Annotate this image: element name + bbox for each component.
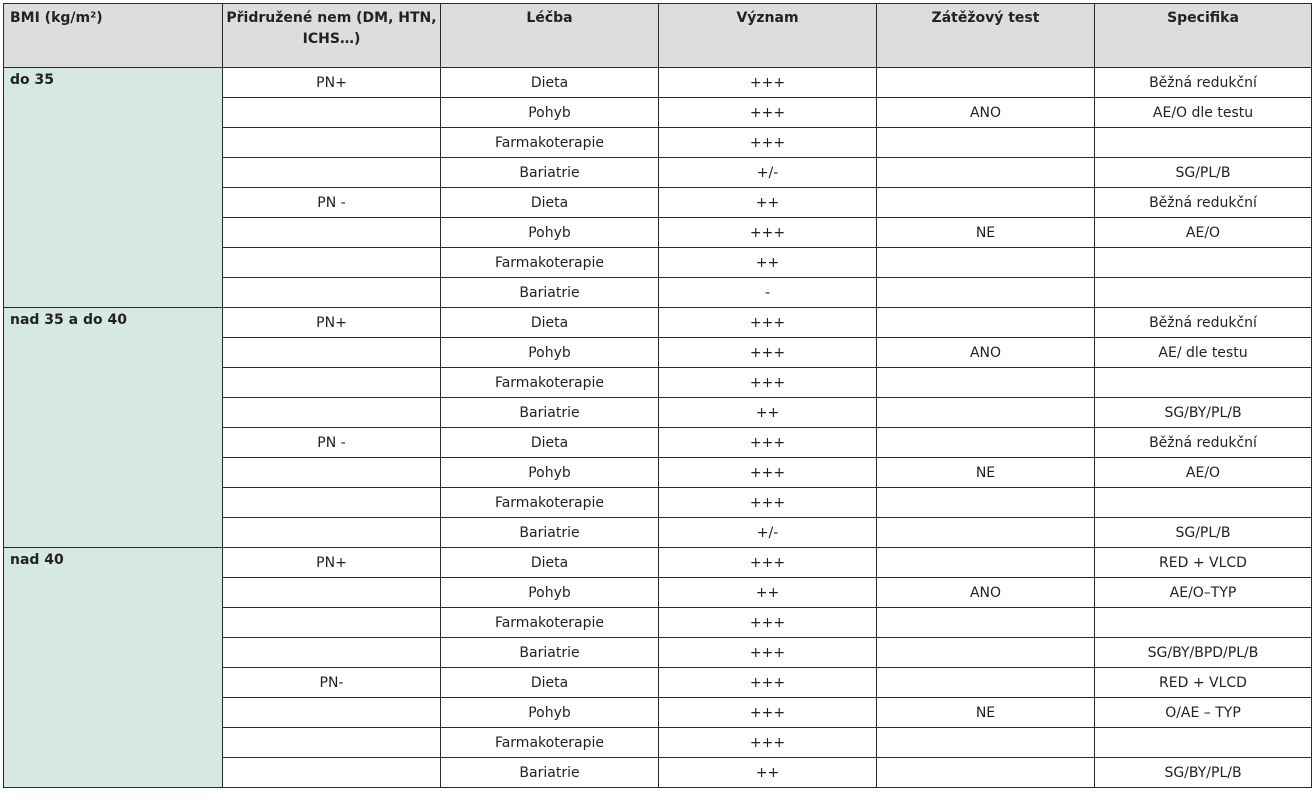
- cell-specifika: Běžná redukční: [1095, 428, 1312, 458]
- cell-test: [877, 368, 1095, 398]
- cell-vyznam: +/-: [659, 158, 877, 188]
- cell-specifika: Běžná redukční: [1095, 68, 1312, 98]
- table-row: [4, 308, 1312, 338]
- cell-pn: [223, 278, 441, 308]
- cell-lecba: Bariatrie: [441, 518, 659, 548]
- cell-test: [877, 128, 1095, 158]
- cell-specifika: SG/PL/B: [1095, 518, 1312, 548]
- cell-vyznam: +++: [659, 428, 877, 458]
- cell-test: [877, 608, 1095, 638]
- cell-lecba: Pohyb: [441, 218, 659, 248]
- cell-specifika: SG/PL/B: [1095, 158, 1312, 188]
- cell-test: NE: [877, 218, 1095, 248]
- cell-lecba: Bariatrie: [441, 158, 659, 188]
- cell-specifika: AE/ dle testu: [1095, 338, 1312, 368]
- cell-test: [877, 728, 1095, 758]
- cell-lecba: Farmakoterapie: [441, 728, 659, 758]
- cell-pn: [223, 638, 441, 668]
- cell-test: ANO: [877, 338, 1095, 368]
- cell-lecba: Pohyb: [441, 458, 659, 488]
- cell-test: NE: [877, 458, 1095, 488]
- cell-specifika: [1095, 488, 1312, 518]
- cell-vyznam: +++: [659, 98, 877, 128]
- cell-test: [877, 158, 1095, 188]
- table-row: [4, 68, 1312, 98]
- cell-vyznam: +++: [659, 638, 877, 668]
- cell-specifika: SG/BY/PL/B: [1095, 398, 1312, 428]
- cell-specifika: Běžná redukční: [1095, 188, 1312, 218]
- cell-specifika: RED + VLCD: [1095, 548, 1312, 578]
- cell-test: [877, 278, 1095, 308]
- cell-lecba: Farmakoterapie: [441, 128, 659, 158]
- cell-pn: PN+: [223, 308, 441, 338]
- cell-test: [877, 248, 1095, 278]
- cell-pn: [223, 248, 441, 278]
- cell-lecba: Pohyb: [441, 338, 659, 368]
- cell-lecba: Dieta: [441, 668, 659, 698]
- cell-pn: PN+: [223, 68, 441, 98]
- cell-test: [877, 668, 1095, 698]
- cell-vyznam: +++: [659, 68, 877, 98]
- header-lecba: Léčba: [441, 4, 659, 68]
- bmi-treatment-table: [3, 3, 1312, 788]
- header-row: [4, 4, 1312, 68]
- cell-pn: [223, 698, 441, 728]
- cell-specifika: SG/BY/BPD/PL/B: [1095, 638, 1312, 668]
- cell-lecba: Dieta: [441, 68, 659, 98]
- cell-pn: PN-: [223, 668, 441, 698]
- cell-vyznam: +++: [659, 368, 877, 398]
- cell-test: [877, 518, 1095, 548]
- cell-vyznam: +++: [659, 608, 877, 638]
- cell-lecba: Dieta: [441, 428, 659, 458]
- cell-pn: PN -: [223, 428, 441, 458]
- cell-pn: [223, 218, 441, 248]
- cell-test: ANO: [877, 98, 1095, 128]
- cell-pn: [223, 158, 441, 188]
- header-specifika: Specifika: [1095, 4, 1312, 68]
- header-test: Zátěžový test: [877, 4, 1095, 68]
- cell-test: [877, 68, 1095, 98]
- cell-vyznam: ++: [659, 248, 877, 278]
- cell-vyznam: +++: [659, 458, 877, 488]
- cell-lecba: Pohyb: [441, 98, 659, 128]
- cell-specifika: Běžná redukční: [1095, 308, 1312, 338]
- cell-pn: [223, 578, 441, 608]
- cell-pn: [223, 608, 441, 638]
- cell-pn: [223, 338, 441, 368]
- cell-vyznam: +++: [659, 698, 877, 728]
- cell-pn: [223, 368, 441, 398]
- cell-vyznam: +++: [659, 668, 877, 698]
- cell-vyznam: +++: [659, 218, 877, 248]
- cell-lecba: Pohyb: [441, 578, 659, 608]
- cell-lecba: Bariatrie: [441, 278, 659, 308]
- cell-pn: PN -: [223, 188, 441, 218]
- cell-pn: PN+: [223, 548, 441, 578]
- cell-vyznam: +++: [659, 488, 877, 518]
- cell-vyznam: -: [659, 278, 877, 308]
- cell-test: [877, 188, 1095, 218]
- cell-lecba: Farmakoterapie: [441, 608, 659, 638]
- cell-vyznam: +++: [659, 548, 877, 578]
- cell-lecba: Dieta: [441, 188, 659, 218]
- cell-specifika: [1095, 128, 1312, 158]
- table-header: [4, 4, 1312, 68]
- cell-vyznam: +++: [659, 128, 877, 158]
- cell-pn: [223, 488, 441, 518]
- cell-specifika: O/AE – TYP: [1095, 698, 1312, 728]
- cell-specifika: [1095, 728, 1312, 758]
- cell-pn: [223, 128, 441, 158]
- cell-test: [877, 638, 1095, 668]
- cell-lecba: Farmakoterapie: [441, 368, 659, 398]
- cell-pn: [223, 98, 441, 128]
- cell-lecba: Bariatrie: [441, 638, 659, 668]
- cell-vyznam: +/-: [659, 518, 877, 548]
- cell-pn: [223, 758, 441, 788]
- cell-test: ANO: [877, 578, 1095, 608]
- cell-vyznam: ++: [659, 398, 877, 428]
- cell-lecba: Bariatrie: [441, 758, 659, 788]
- cell-vyznam: +++: [659, 728, 877, 758]
- cell-test: [877, 308, 1095, 338]
- cell-specifika: [1095, 248, 1312, 278]
- header-pn: Přidružené nem (DM, HTN, ICHS…): [223, 4, 441, 68]
- table-body: [4, 68, 1312, 788]
- bmi-group-cell: nad 40: [4, 548, 223, 788]
- cell-pn: [223, 518, 441, 548]
- cell-pn: [223, 728, 441, 758]
- cell-test: [877, 758, 1095, 788]
- cell-lecba: Pohyb: [441, 698, 659, 728]
- cell-specifika: RED + VLCD: [1095, 668, 1312, 698]
- cell-lecba: Dieta: [441, 308, 659, 338]
- cell-vyznam: +++: [659, 308, 877, 338]
- cell-specifika: [1095, 368, 1312, 398]
- cell-lecba: Bariatrie: [441, 398, 659, 428]
- header-bmi: BMI (kg/m²): [4, 4, 223, 68]
- cell-specifika: SG/BY/PL/B: [1095, 758, 1312, 788]
- cell-lecba: Farmakoterapie: [441, 488, 659, 518]
- cell-pn: [223, 458, 441, 488]
- cell-specifika: AE/O dle testu: [1095, 98, 1312, 128]
- cell-specifika: AE/O–TYP: [1095, 578, 1312, 608]
- cell-specifika: [1095, 608, 1312, 638]
- cell-test: [877, 548, 1095, 578]
- cell-test: [877, 398, 1095, 428]
- cell-test: [877, 488, 1095, 518]
- table-row: [4, 548, 1312, 578]
- cell-vyznam: ++: [659, 578, 877, 608]
- cell-vyznam: ++: [659, 188, 877, 218]
- cell-test: [877, 428, 1095, 458]
- cell-vyznam: +++: [659, 338, 877, 368]
- bmi-group-cell: nad 35 a do 40: [4, 308, 223, 548]
- cell-lecba: Farmakoterapie: [441, 248, 659, 278]
- bmi-group-cell: do 35: [4, 68, 223, 308]
- header-vyznam: Význam: [659, 4, 877, 68]
- cell-specifika: AE/O: [1095, 458, 1312, 488]
- cell-vyznam: ++: [659, 758, 877, 788]
- cell-test: NE: [877, 698, 1095, 728]
- cell-specifika: AE/O: [1095, 218, 1312, 248]
- cell-lecba: Dieta: [441, 548, 659, 578]
- cell-pn: [223, 398, 441, 428]
- cell-specifika: [1095, 278, 1312, 308]
